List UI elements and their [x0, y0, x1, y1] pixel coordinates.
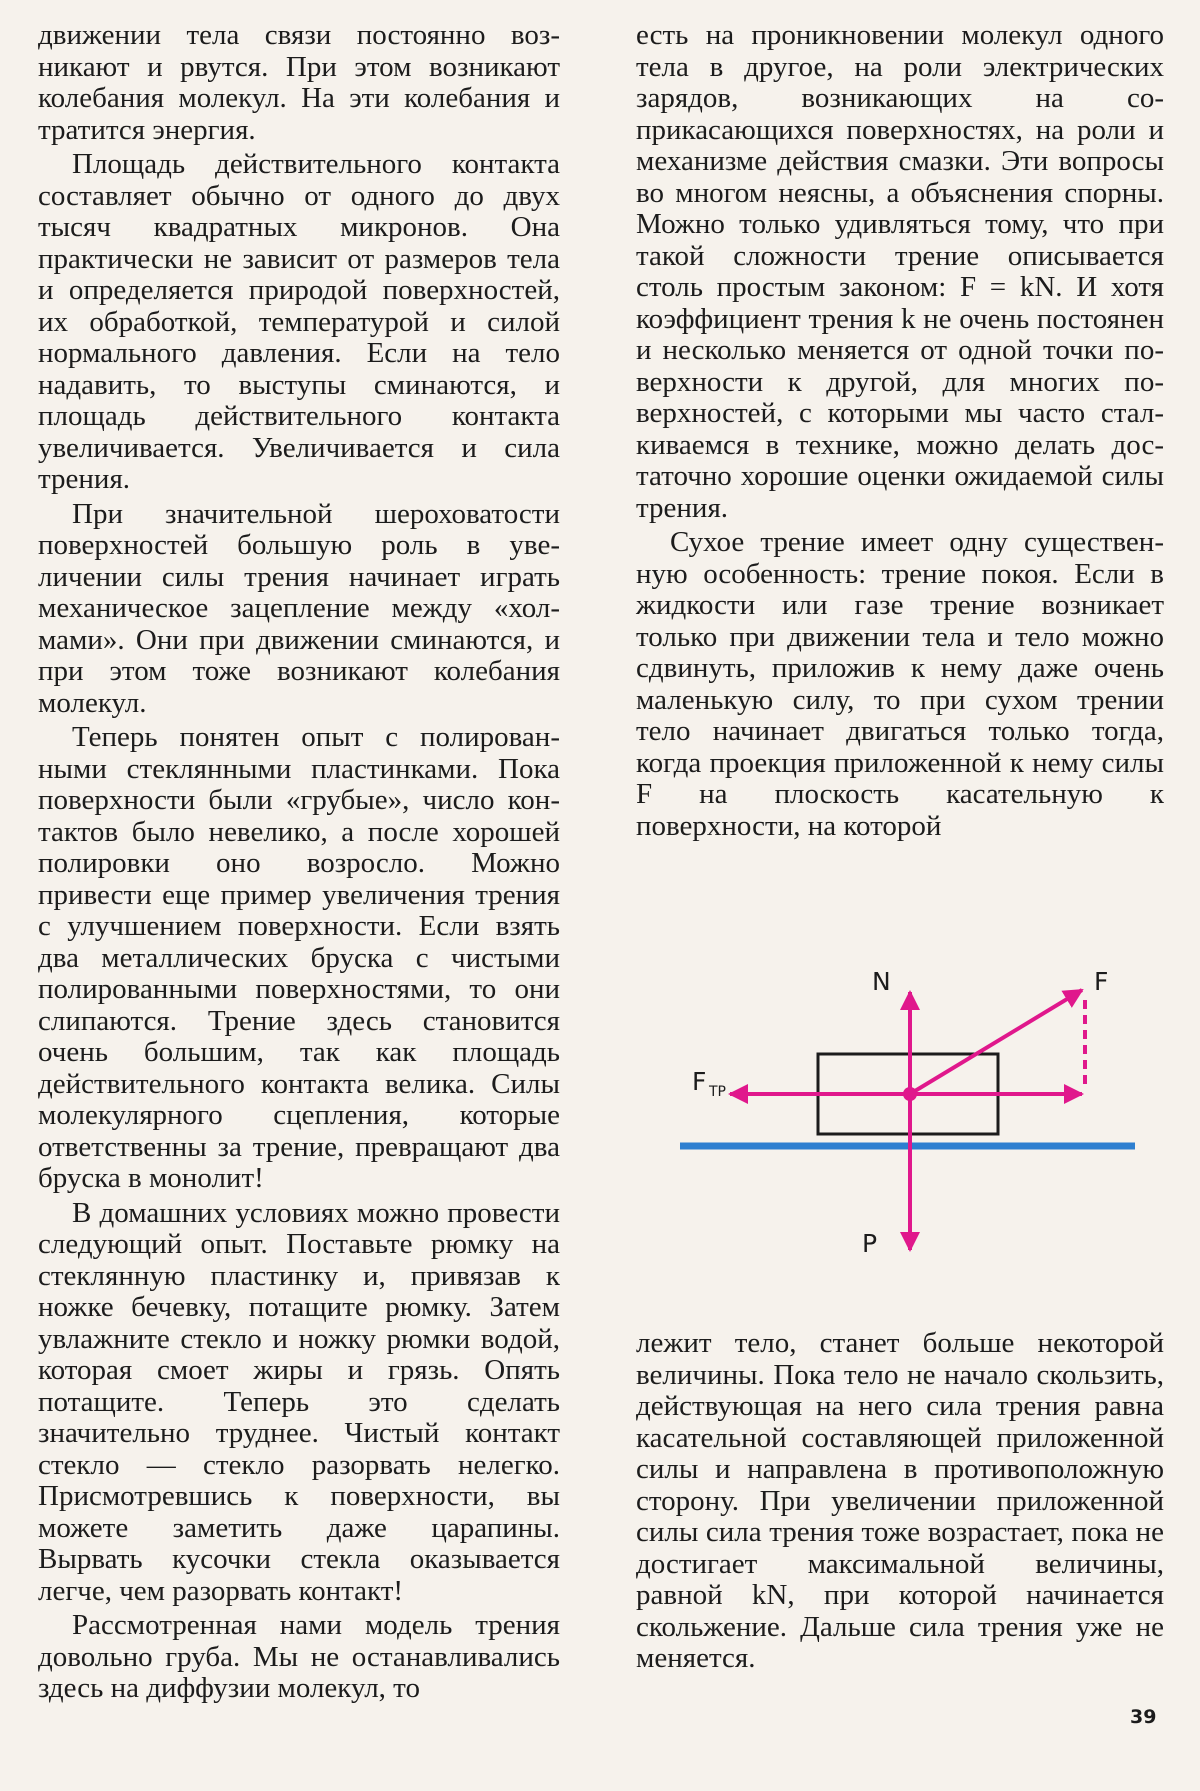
normal-force-label: N [872, 967, 891, 996]
paragraph: Площадь действительного контакта составляет обычно от одного до двух тысяч квадратных микронов. Она практически не зависит от размеров тела и определяется природой поверхностей, их обработкой, температурой и силой нормального давления. Если на тело надавить, то выступы сминаются, и площадь действительного контакта увеличивается. Увеличивается и сила трения. [38, 148, 560, 495]
force-diagram-svg [680, 960, 1160, 1290]
paragraph: В домашних условиях можно провести следующий опыт. Поставьте рюмку на стеклянную пластинку и, привязав к ножке бечевку, потащите рюмку. Затем увлажните стекло и ножку рюмки водой, которая смоет жиры и грязь. Опять потащите. Теперь это сделать значительно труднее. Чистый контакт стекло — стекло разорвать нелегко. Присмотревшись к поверхности, вы можете заметить даже царапины. Вырвать кусочки стекла оказывается легче, чем разорвать контакт! [38, 1196, 560, 1607]
paragraph: лежит тело, станет больше некоторой величины. Пока тело не начало скользить, действующая на него сила трения равна касательной составляющей приложенной силы и направлена в противоположную сторону. При увеличении приложенной силы сила трения тоже возрастает, пока не достигает максимальной величины, равной kN, при которой начинается скольжение. Дальше сила трения уже не меняется. [636, 1327, 1164, 1674]
paragraph: есть на проникновении молекул одного тела в другое, на роли электрических зарядов, возникающих на соприкасающихся поверхностях, на роли и механизме действия смазки. Эти вопросы во многом неясны, а объяснения спорны. Можно только удивляться тому, что при такой сложности трение описывается столь простым законом: F = kN. И хотя коэффициент трения k не очень постоянен и несколько меняется от одной точки поверхности к другой, для многих поверхностей, с которыми мы часто сталкиваемся в технике, можно делать достаточно хорошие оценки ожидаемой силы трения. [636, 19, 1164, 524]
weight-force-label: P [862, 1229, 878, 1258]
page-number: 39 [1130, 1706, 1157, 1728]
applied-force-arrow [910, 990, 1082, 1094]
friction-force-diagram [680, 960, 1160, 1290]
applied-force-label: F [1094, 967, 1109, 996]
application-point [903, 1087, 917, 1101]
paragraph: Сухое трение имеет одну существенную особенность: трение покоя. Если в жидкости или газе трение возникает только при движении тела и тело можно сдвинуть, приложив к нему даже очень маленькую силу, то при сухом трении тело начинает двигаться только тогда, когда проекция приложенной к нему силы F на плоскость касательную к поверхности, на которой [636, 526, 1164, 842]
left-text-column [38, 20, 560, 1705]
paragraph: Теперь понятен опыт с полированными стеклянными пластинками. Пока поверхности были «грубые», число контактов было невелико, а после хорошей полировки оно возросло. Можно привести еще пример увеличения трения с улучшением поверхности. Если взять два металлических бруска с чистыми полированными поверхностями, то они слипаются. Трение здесь становится очень большим, так как площадь действительного контакта велика. Силы молекулярного сцепления, которые ответственны за трение, превращают два бруска в монолит! [38, 721, 560, 1194]
friction-force-label: F [692, 1067, 707, 1096]
right-text-column-top [636, 20, 1164, 842]
right-text-column-bottom [636, 1328, 1164, 1675]
paragraph: движении тела связи постоянно возникают и рвутся. При этом возникают колебания молекул. На эти колебания и тратится энергия. [38, 19, 560, 146]
paragraph: При значительной шероховатости поверхностей большую роль в увеличении силы трения начинает играть механическое зацепление между «холмами». Они при движении сминаются, и при этом тоже возникают колебания молекул. [38, 497, 560, 719]
friction-force-subscript: ТР [709, 1084, 726, 1100]
paragraph: Рассмотренная нами модель трения довольно груба. Мы не останавливались здесь на диффузии молекул, то [38, 1609, 560, 1704]
